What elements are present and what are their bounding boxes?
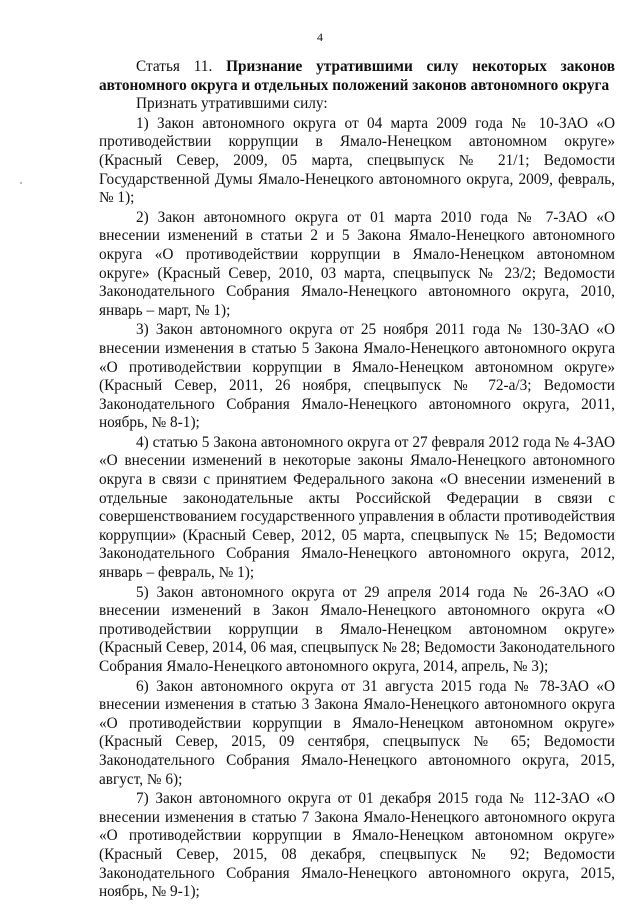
article-title: Признание утратившими силу некоторых законов автономного округа и отдельных положений законов автономного округа [99,58,616,94]
list-item-6: 6) Закон автономного округа от 31 августа 2015 года № 78-ЗАО «О внесении изменения в статью 3 Закона Ямало-Ненецкого автономного округа «О противодействии коррупции в Ямало-Ненецком автономном округе» (Красный Север, 2015, 09 сентября, спецвыпуск № 65; Ведомости Законодательного Собрания Ямало-Ненецкого автономного округа, 2015, август, № 6); [99,677,615,788]
margin-mark [20,182,22,184]
list-item-5: 5) Закон автономного округа от 29 апреля 2014 года № 26-ЗАО «О внесении изменений в Закон Ямало-Ненецкого автономного округа «О противодействии коррупции в Ямало-Ненецком автономном округе» (Красный Север, 2014, 06 мая, спецвыпуск № 28; Ведомости Законодательного Собрания Ямало-Ненецкого автономного округа, 2014, апрель, № 3); [99,583,615,675]
article-heading [99,58,615,95]
document-body [99,58,615,902]
list-item-1: 1) Закон автономного округа от 04 марта 2009 года № 10-ЗАО «О противодействии коррупции в Ямало-Ненецком автономном округе» (Красный Север, 2009, 05 марта, спецвыпуск № 21/1; Ведомости Государственной Думы Ямало-Ненецкого автономного округа, 2009, февраль, № 1); [99,114,615,207]
list-item-2: 2) Закон автономного округа от 01 марта 2010 года № 7-ЗАО «О внесении изменений в статьи 2 и 5 Закона Ямало-Ненецкого автономного округа «О противодействии коррупции в Ямало-Ненецком автономном округе» (Красный Север, 2010, 03 марта, спецвыпуск № 23/2; Ведомости Законодательного Собрания Ямало-Ненецкого автономного округа, 2010, январь – март, № 1); [99,208,615,319]
article-label: Статья 11. [136,58,213,75]
article-intro: Признать утратившими силу: [136,95,328,113]
page-number: 4 [317,30,323,44]
list-item-7: 7) Закон автономного округа от 01 декабря 2015 года № 112-ЗАО «О внесении изменения в статью 7 Закона Ямало-Ненецкого автономного округа «О противодействии коррупции в Ямало-Ненецком автономном округе» (Красный Север, 2015, 08 декабря, спецвыпуск № 92; Ведомости Законодательного Собрания Ямало-Ненецкого автономного округа, 2015, ноябрь, № 9-1); [99,790,615,901]
list-item-4: 4) статью 5 Закона автономного округа от 27 февраля 2012 года № 4-ЗАО «О внесении изменений в некоторые законы Ямало-Ненецкого автономного округа в связи с принятием Федерального закона «О внесении изменений в отдельные законодательные акты Российской Федерации в связи с совершенствованием государственного управления в области противодействия коррупции» (Красный Север, 2012, 05 марта, спецвыпуск № 15; Ведомости Законодательного Собрания Ямало-Ненецкого автономного округа, 2012, январь – февраль, № 1); [99,433,615,582]
list-item-3: 3) Закон автономного округа от 25 ноября 2011 года № 130-ЗАО «О внесении изменения в статью 5 Закона Ямало-Ненецкого автономного округа «О противодействии коррупции в Ямало-Ненецком автономном округе» (Красный Север, 2011, 26 ноября, спецвыпуск № 72-а/3; Ведомости Законодательного Собрания Ямало-Ненецкого автономного округа, 2011, ноябрь, № 8-1); [99,321,615,432]
